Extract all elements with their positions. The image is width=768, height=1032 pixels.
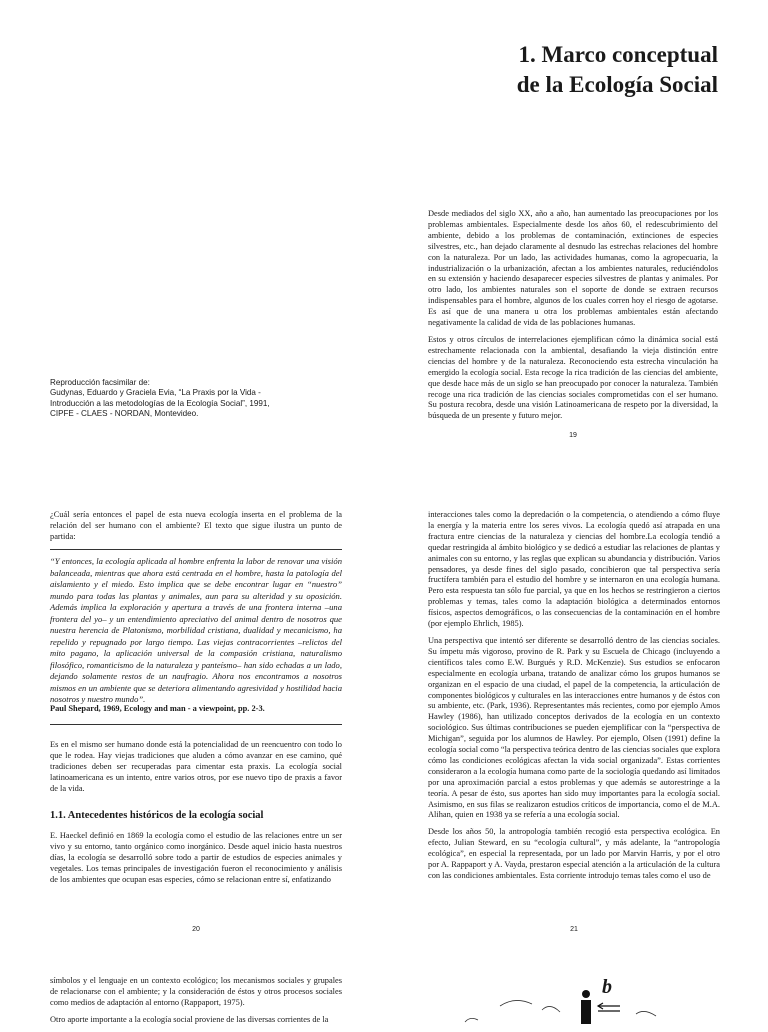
shepard-quote: “Y entonces, la ecología aplicada al hombre enfrenta la labor de renovar una visión balanceada, mientras que ahora está centrada en el hombre, hasta la patología del aislamiento y el miedo. Esto implica que se debe encontrar lugar en “nuestro” mundo para todas las plantas y animales, aun para su alteridad y su oposición. Además implica la exploración y apertura a través de una frontera interna –una frontera del yo– y un entendimiento apreciativo del animal dentro de nosotros que nuestra herencia de Platonismo, morbilidad cristiana, dualidad y mecanicismo, ha repelido y repugnado por largo tiempo. Las viejas contracorrientes –relictos del mito pagano, la aplicación universal de la compasión cristiana, naturalismo filosófico, romanticismo de la naturaleza y panteísmo– han sido echadas a un lado, dejando solamente restos de un naufragio. Ahora nos encontramos a nosotros mismos en un ambiente que se deteriora alimentando agresividad y hostilidad hacia nosotros y nuestro mundo”.	[50, 556, 342, 704]
reproduction-credit	[50, 378, 300, 420]
chapter-title-line2: de la Ecología Social	[516, 72, 718, 97]
arrow-icon	[598, 1003, 620, 1011]
credit-line: Introducción a las metodologías de la Ecología Social”, 1991,	[50, 398, 270, 408]
paragraph: Una perspectiva que intentó ser diferente se desarrolló dentro de las ciencias sociales. Su ímpetu más vigoroso, provino de R. Park y su Escuela de Chicago (incluyendo a científicos tales como E.W. Burgués y R.D. McKenzie). Sus estudios se enfocaron especialmente en ecología urbana, tratando de analizar cómo los grupos humanos se organizan en el espacio de una ciudad, el papel de la competencia, la articulación de componentes biológicos y culturales en las interacciones entre humanos y de éstos con su ambiente, etc. (Park, 1936). Representantes más recientes, como por ejemplo Amos Hawley (1986), han utilizado conceptos derivados de la ecología en un contexto sociológico. Sus últimas contribuciones se pueden ejemplificar con la “perspectiva de Michigan”, seguida por los alumnos de Hawley. Por ejemplo, Olsen (1991) define la ecología social como “la perspectiva teórica dentro de las ciencias sociales que explora cómo las condiciones ecológicas afectan la vida social organizada”. Estas corrientes consideraron a la ecología humana como parte de la sociología quedando así limitados por una aproximación parcial a estos problemas y que además se autorestringe a la teoría. A pesar de ésto, sus aportes han sido muy importantes para la ecología social. Asimismo, en sus filas se realizaron estudios críticos de importancia, como el de M.A. Alihan, quien en 1938 ya se refería a una ecología social.	[428, 635, 720, 820]
credit-line: Gudynas, Eduardo y Graciela Evia, “La Praxis por la Vida -	[50, 388, 261, 398]
paragraph: Desde mediados del siglo XX, año a año, han aumentado las preocupaciones por los problemas ambientales. Especialmente desde los años 60, el redescubrimiento del ambiente, debido a los problemas de contaminación, extinciones de especies silvestres, etc., han dejado claramente al desnudo las estrechas relaciones del hombre con la naturaleza. Por un lado, las actividades humanas, como la agropecuaria, la industrialización o la urbanización, afectan a los ambientes naturales, reduciéndolos en su extensión y haciendo desaparecer especies silvestres de plantas y animales. Por otro lado, los ambientes naturales son el soporte de donde se extraen recursos indispensables para el hombre, algunos de los cuales corren hoy el riesgo de agotarse. Es así que de una manera u otra los problemas ambientales están afectando negativamente la calidad de vida de las poblaciones humanas.	[428, 209, 718, 328]
intro-question: ¿Cuál sería entonces el papel de esta nueva ecología inserta en el problema de la relación del ser humano con el ambiente? El texto que sigue ilustra un punto de partida:	[50, 510, 342, 541]
page21-body	[428, 510, 720, 888]
quote-bottom-rule	[50, 724, 342, 725]
page19-body	[428, 209, 718, 428]
figure-illustration	[460, 976, 660, 1024]
section-heading: 1.1. Antecedentes históricos de la ecología social	[50, 810, 264, 821]
chapter-title-line1: 1. Marco conceptual	[518, 42, 718, 67]
page-number: 20	[192, 926, 200, 933]
person-figure-icon	[581, 990, 591, 1024]
credit-line: Reproducción facsimilar de:	[50, 378, 150, 387]
page-number: 19	[569, 432, 577, 439]
sketch-lines	[465, 1000, 656, 1022]
page22-body	[50, 976, 342, 1032]
figure-drawing	[460, 976, 660, 1024]
paragraph: Estos y otros círculos de interrelaciones ejemplifican cómo la dinámica social está estrechamente relacionada con la ambiental, desafiando la vieja distinción entre ciencias del hombre y de la naturaleza. Reconociendo esta estrecha vinculación ha emergido la ecología social. Esta recoge la rica tradición de las ciencias del ambiente, que desde hace más de un siglo se han preocupado por conocer la naturaleza. También recoge una rica tradición de las ciencias sociales comprometidas con el ser humano. Su postura recobra, desde una visión Latinoamericana de respeto por la diversidad, la búsqueda de un presente y futuro mejor.	[428, 334, 718, 421]
page-number: 21	[570, 926, 578, 933]
credit-line: CIPFE - CLAES - NORDAN, Montevideo.	[50, 409, 199, 419]
paragraph: símbolos y el lenguaje en un contexto ecológico; los mecanismos sociales y grupales de relacionarse con el ambiente; y la consideración de éstos y otros procesos sociales como medios de adaptación al entorno (Rappaport, 1975).	[50, 976, 342, 1007]
paragraph: Desde los años 50, la antropología también recogió esta perspectiva ecológica. En efecto, Julian Steward, en su “ecología cultural”, y más adelante, la “antropología ecológica”, en especial la representada, por un lado por Marvin Harris, y por el otro por A. Rappaport y A. Vayda, prestaron especial atención a la articulación de la cultura con las condiciones ambientales. Esta corriente introdujo temas tales como el uso de	[428, 827, 720, 880]
chapter-title	[358, 40, 718, 100]
paragraph: Es en el mismo ser humano donde está la potencialidad de un reencuentro con todo lo que le rodea. Hay viejas tradiciones que aluden a cómo avanzar en ese camino, qué tradiciones deben ser recuperadas para cimentar esta praxis. La ecología social latinoamericana es un intento, entre varios otros, por ese nuevo tipo de praxis a favor de la vida.	[50, 740, 342, 793]
quote-top-rule	[50, 549, 342, 550]
paragraph: Otro aporte importante a la ecología social proviene de las diversas corrientes de la	[50, 1014, 329, 1024]
quote-citation: Paul Shepard, 1969, Ecology and man - a viewpoint, pp. 2-3.	[50, 704, 265, 713]
paragraph: interacciones tales como la depredación o la competencia, o atendiendo a cómo fluye la energía y la materia entre los seres vivos. La ecología quedó así atrapada en una fractura entre ciencias de la naturaleza y ciencias del hombre.La ecología tendió a quedar restringida al ámbito biológico y se dedicó a estudiar las relaciones de plantas y animales con su entorno, y las reglas que explican su abundancia y distribución. Varios pensadores, ya desde fines del siglo pasado, concibieron que tal perspectiva sería fructífera también para el estudio del hombre y se internaron en una ecología humana. Pero esta respuesta tan sólo fue parcial, ya que en los hechos se restringieron a ciertos problemas y temas, tales como la adaptación biológica a determinados entornos físicos, aspectos demográficos, o las consecuencias de la contaminación en el hombre (por ejemplo Ehrlich, 1985).	[428, 510, 720, 629]
figure-label: b	[602, 976, 612, 998]
paragraph: E. Haeckel definió en 1869 la ecología como el estudio de las relaciones entre un ser vivo y su entorno, tanto orgánico como inorgánico. Desde aquel inicio hasta nuestros días, la ecología se desarrolló sobre todo a partir de estudios de especies animales y vegetales. Los temas principales de investigación fueron el reconocimiento y análisis de los ambientes que ocupan esas especies, cómo se relacionan entre sí, enfatizando	[50, 831, 342, 884]
